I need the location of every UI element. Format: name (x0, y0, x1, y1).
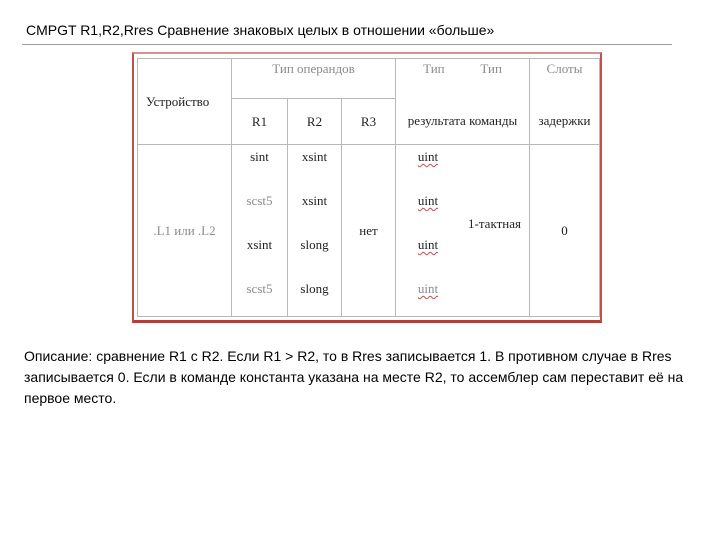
body-command-type: 1-тактная (468, 216, 521, 231)
body-device: .L1 или .L2 (138, 145, 232, 317)
result-value: uint (417, 237, 439, 252)
header-slots: Слоты (530, 59, 600, 99)
header-delay: задержки (530, 99, 600, 145)
result-value: uint (417, 281, 439, 296)
result-value: uint (417, 193, 439, 208)
title-divider (22, 44, 672, 45)
r1-value: scst5 (246, 193, 273, 208)
slide-title: CMPGT R1,R2,Rres Сравнение знаковых целых в отношении «больше» (26, 22, 495, 38)
r2-value: slong (300, 237, 329, 252)
instruction-table (137, 58, 600, 317)
body-result-cell (396, 145, 530, 317)
body-delay: 0 (530, 145, 600, 317)
body-r1-cell (232, 145, 288, 317)
header-r2: R2 (288, 99, 342, 145)
result-value: uint (417, 149, 439, 164)
r1-value: sint (250, 149, 269, 164)
instruction-table-frame (132, 52, 602, 323)
header-type-1: Тип (423, 61, 445, 76)
r2-value: slong (300, 281, 329, 296)
header-r1: R1 (232, 99, 288, 145)
header-type-2: Тип (480, 61, 502, 76)
body-r3: нет (342, 145, 396, 317)
header-type-cell (396, 59, 530, 99)
r2-value: xsint (301, 149, 328, 164)
header-operand-types: Тип операндов (232, 59, 396, 99)
description-text: Описание: сравнение R1 с R2. Если R1 > R2, то в Rres записывается 1. В противном случае в Rres записывается 0. Если в команде константа указана на месте R2, то ассемблер сам переставит её на первое место. (24, 348, 684, 406)
header-result: результата команды (396, 99, 530, 145)
r1-value: xsint (246, 237, 273, 252)
r1-value: scst5 (246, 281, 273, 296)
body-r2-cell (288, 145, 342, 317)
header-r3: R3 (342, 99, 396, 145)
header-device: Устройство (138, 59, 232, 145)
r2-value: xsint (301, 193, 328, 208)
